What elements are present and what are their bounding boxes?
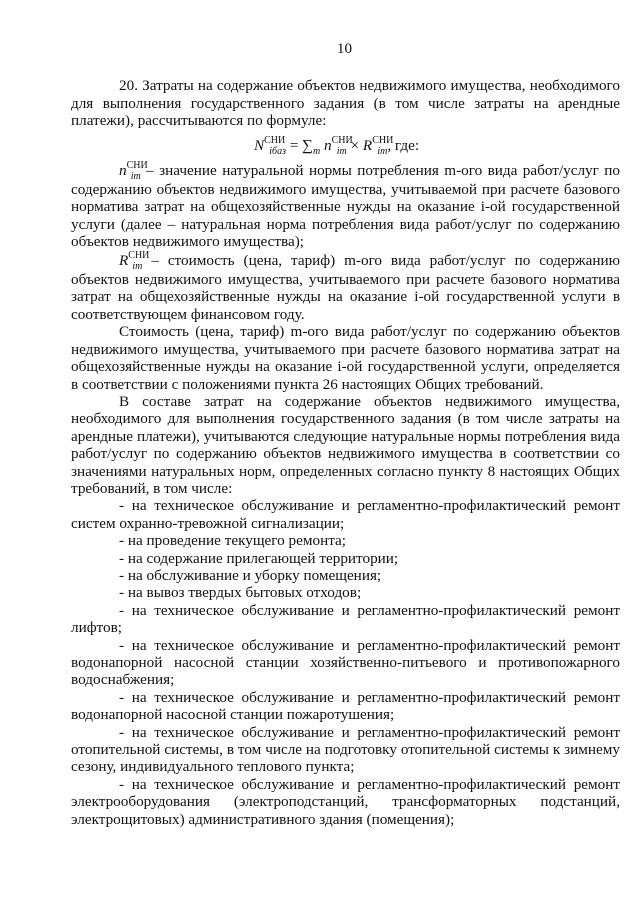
formula-times: × — [346, 136, 363, 154]
formula-r-sub: im — [377, 145, 388, 157]
formula-n: n — [324, 136, 332, 154]
formula-tail: , где: — [387, 136, 420, 154]
formula — [71, 132, 620, 160]
symbol-n-sub: im — [130, 170, 141, 182]
definition-r — [71, 249, 620, 324]
formula-r-sup: СНИ — [372, 134, 394, 146]
symbol-r-letter: R — [119, 251, 129, 269]
symbol-r-sub: im — [132, 260, 143, 272]
document-page — [71, 40, 620, 828]
definition-n — [71, 159, 620, 251]
paragraph-20: 20. Затраты на содержание объектов недвижимого имущества, необходимого для выполнения государственного задания (в том числе затраты на арендные платежи), рассчитываются по формуле: — [71, 77, 620, 130]
symbol-n-sup: СНИ — [126, 159, 148, 171]
formula-lhs: N — [254, 136, 265, 154]
list-item: - на техническое обслуживание и регламентно-профилактический ремонт водонапорной насосной станции пожаротушения; — [71, 688, 620, 724]
symbol-n-letter: n — [119, 161, 127, 179]
composition-paragraph: В составе затрат на содержание объектов недвижимого имущества, необходимого для выполнения государственного задания (в том числе затраты на арендные платежи), учитываются следующие натуральные нормы потребления вида работ/услуг по содержанию объектов недвижимого имущества в соответствии со значениями натуральных норм, определенных согласно пункту 8 настоящих Общих требований, в том числе: — [71, 392, 620, 497]
definition-r-text: – стоимость (цена, тариф) m-ого вида работ/услуг по содержанию объектов недвижимого имущества, учитываемого при расчете базового норматива затрат на общехозяйственные нужды на оказание i-ой государственной услуги в соответствующем финансовом году. — [71, 251, 620, 323]
formula-n-sup: СНИ — [331, 134, 353, 146]
cost-paragraph: Стоимость (цена, тариф) m-ого вида работ/услуг по содержанию объектов недвижимого имущества, учитываемого при расчете базового норматива затрат на общехозяйственные нужды на оказание i-ой государственной услуги, определяется в соответствии с положениями пункта 26 настоящих Общих требований. — [71, 323, 620, 393]
formula-r: R — [362, 136, 373, 154]
formula-n-sub: im — [336, 145, 347, 157]
definition-n-text: – значение натуральной нормы потребления m-ого вида работ/услуг по содержанию объектов недвижимого имущества, учитываемой при расчете базового норматива затрат на общехозяйственные нужды на оказание i-ой государственной услуги (далее – натуральная норма потребления вида работ/услуг по содержанию объектов недвижимого имущества); — [71, 161, 620, 251]
list-item: - на проведение текущего ремонта; — [119, 532, 346, 550]
list-item: - на техническое обслуживание и регламентно-профилактический ремонт отопительной системы, в том числе на подготовку отопительной системы к зимнему сезону, индивидуального теплового пункта; — [71, 723, 620, 776]
formula-sum-sub: m — [312, 145, 321, 157]
list-item: - на обслуживание и уборку помещения; — [119, 566, 382, 584]
symbol-n — [119, 159, 148, 182]
list-item: - на содержание прилегающей территории; — [119, 549, 399, 567]
page-number: 10 — [336, 40, 353, 57]
symbol-r-sup: СНИ — [128, 249, 150, 261]
list-item: - на техническое обслуживание и регламентно-профилактический ремонт электрооборудования (электроподстанций, трансформаторных подстанций, электрощитовых) административного здания (помещения); — [71, 775, 620, 828]
formula-sum: = ∑ — [285, 136, 313, 154]
list-item: - на вывоз твердых бытовых отходов; — [119, 584, 362, 602]
list-item: - на техническое обслуживание и регламентно-профилактический ремонт систем охранно-тревожной сигнализации; — [71, 497, 620, 532]
list-item: - на техническое обслуживание и регламентно-профилактический ремонт водонапорной насосной станции хозяйственно-питьевого и противопожарного водоснабжения; — [71, 636, 620, 689]
formula-lhs-sub: iбаз — [269, 145, 286, 157]
list-item: - на техническое обслуживание и регламентно-профилактический ремонт лифтов; — [71, 601, 620, 637]
formula-lhs-sup: СНИ — [264, 134, 286, 146]
symbol-r — [119, 249, 150, 272]
